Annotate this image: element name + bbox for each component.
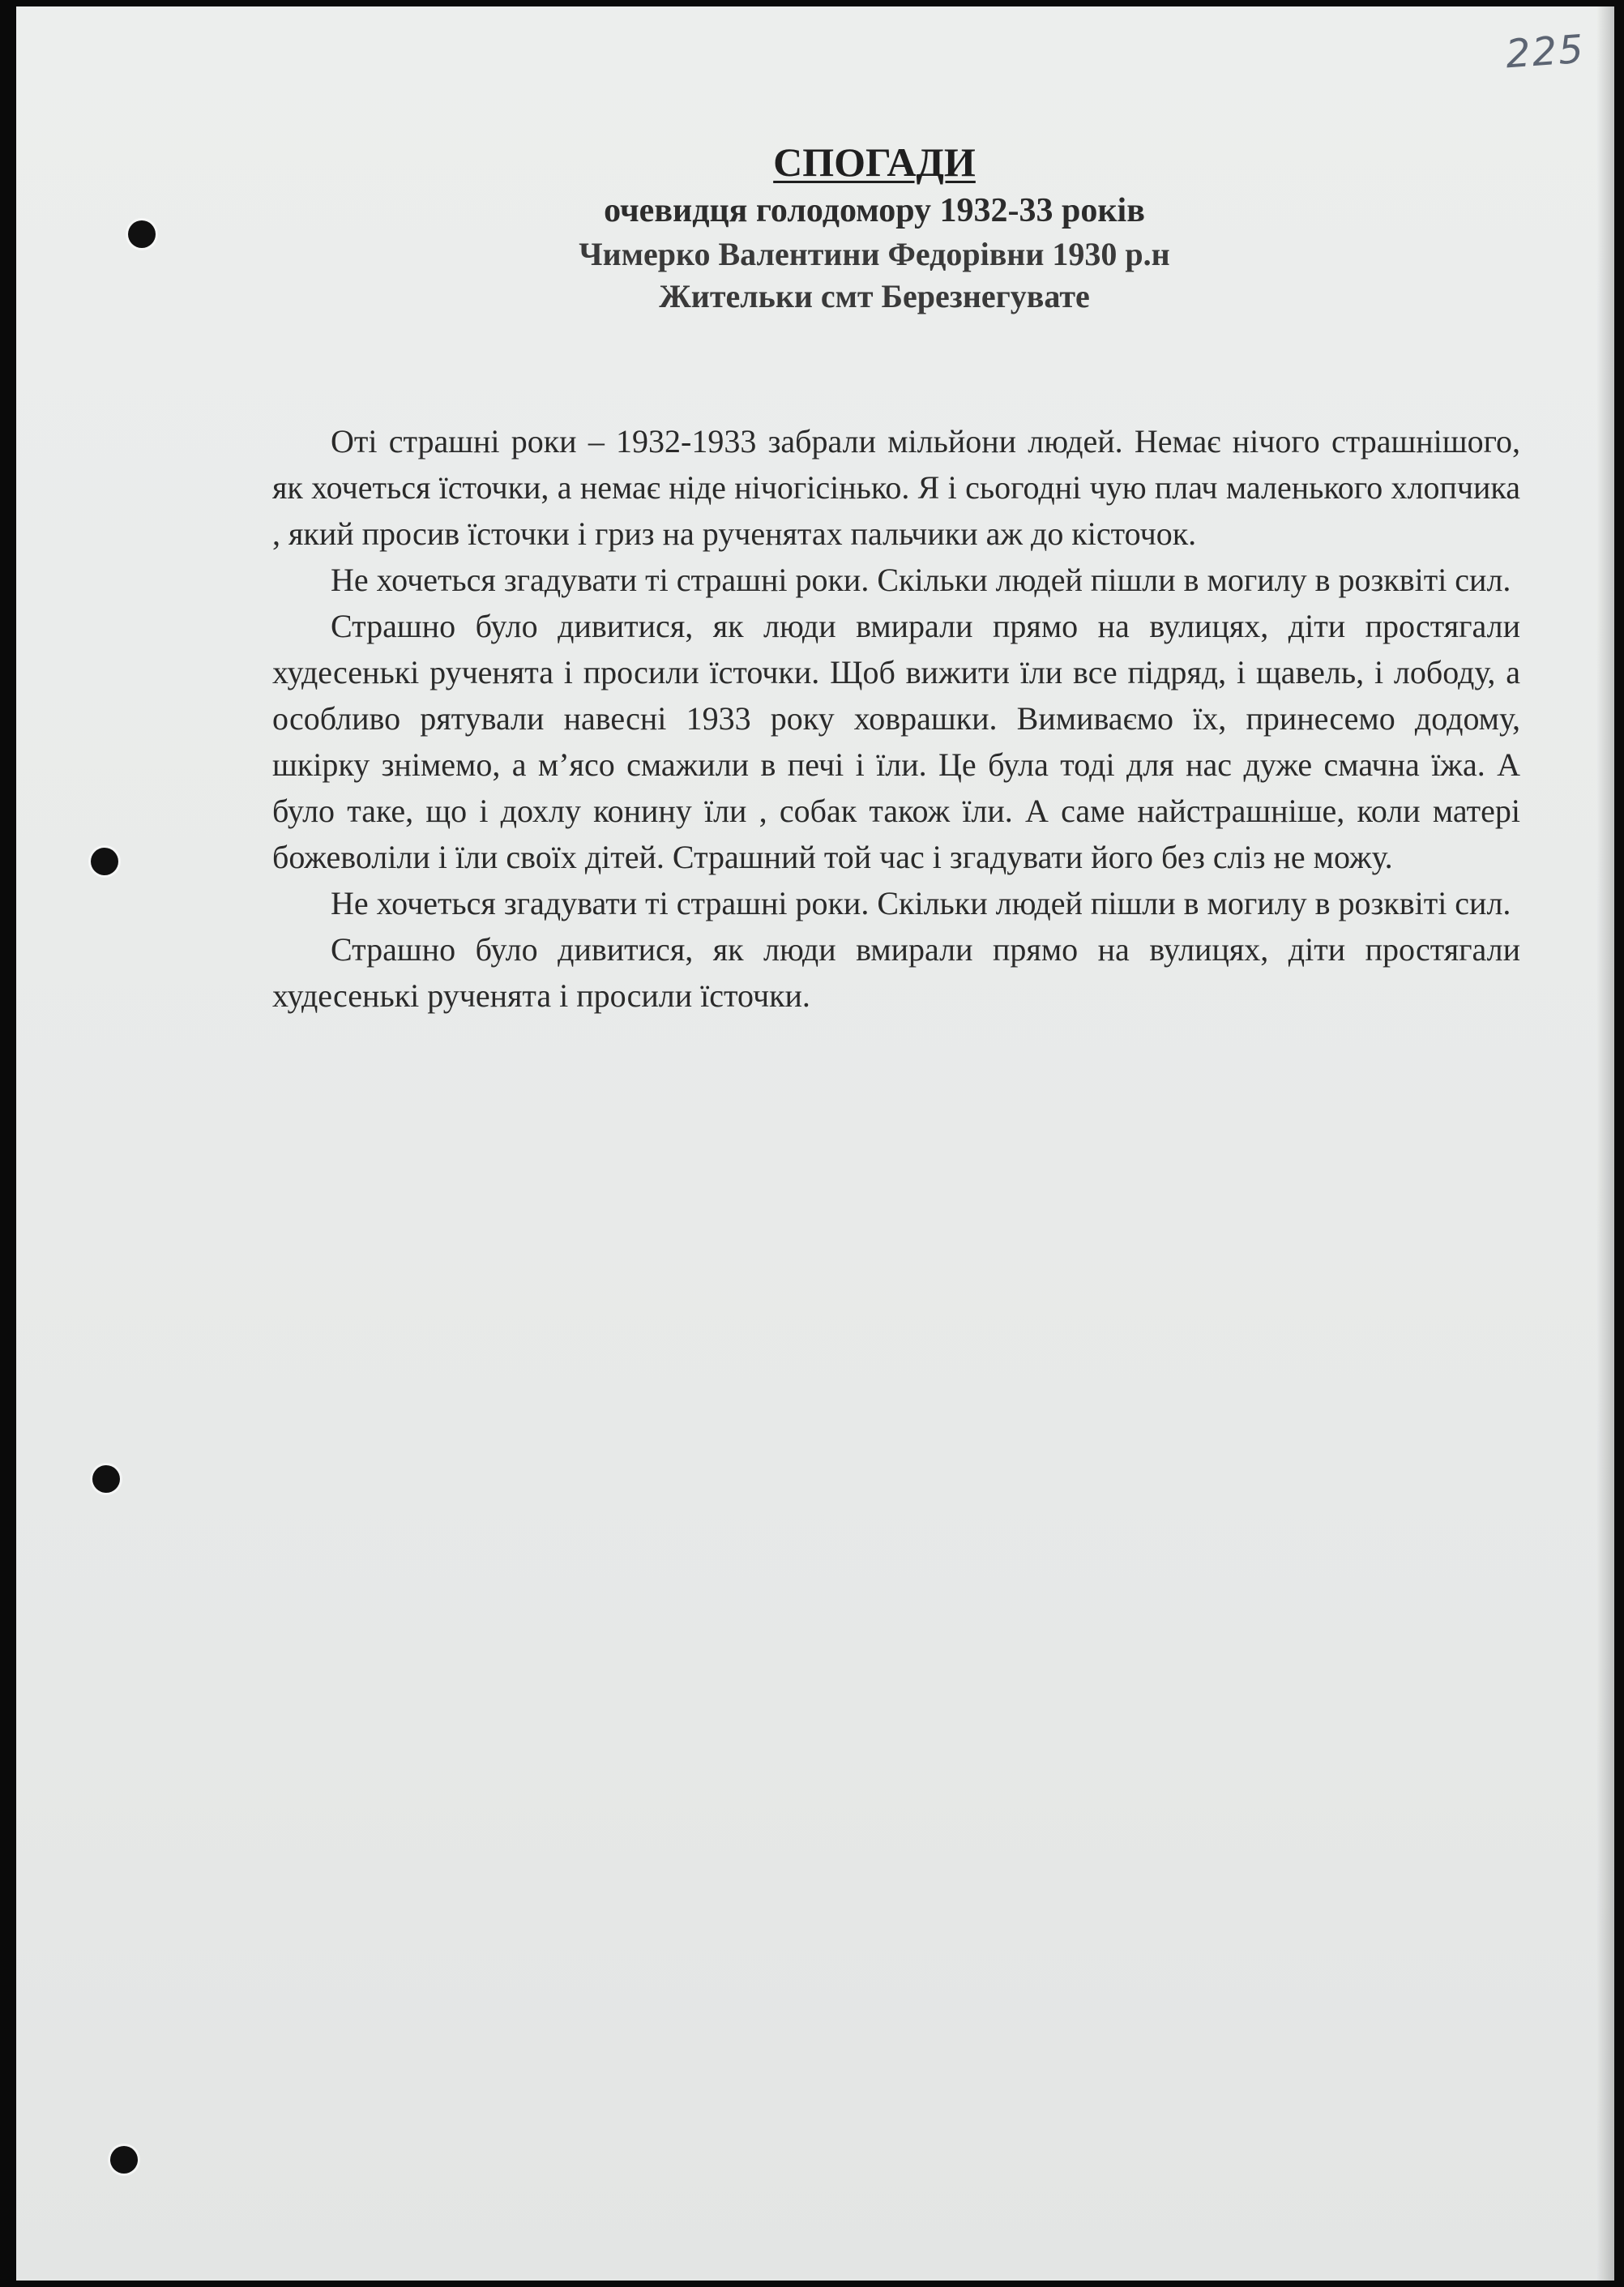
paragraph: Оті страшні роки – 1932-1933 забрали мільйони людей. Немає нічого страшнішого, як хочеться їсточки, а немає ніде нічогісінько. Я і сьогодні чую плач маленького хлопчика , який просив їсточки і гриз на рученятах пальчики аж до кісточок. — [272, 423, 1520, 552]
paragraph: Страшно було дивитися, як люди вмирали прямо на вулицях, діти простягали худесенькі рученята і просили їсточки. — [272, 931, 1520, 1014]
punch-hole — [110, 2146, 138, 2174]
punch-hole — [91, 848, 118, 875]
document-subtitle: очевидця голодомору 1932-33 років — [604, 192, 1145, 229]
document-page — [16, 6, 1614, 2281]
page-edge-shadow — [1596, 6, 1614, 2281]
residence-line: Жительки смт Березнегувате — [659, 278, 1090, 314]
punch-hole — [92, 1465, 120, 1493]
handwritten-page-number: 225 — [1504, 26, 1587, 78]
document-body — [272, 418, 1520, 1019]
paragraph: Не хочеться згадувати ті страшні роки. Скільки людей пішли в могилу в розквіті сил. — [331, 885, 1511, 921]
author-line: Чимерко Валентини Федорівни 1930 р.н — [579, 236, 1170, 272]
paragraph: Не хочеться згадувати ті страшні роки. Скільки людей пішли в могилу в розквіті сил. — [331, 562, 1511, 598]
document-header — [16, 136, 1624, 318]
document-title: СПОГАДИ — [773, 139, 976, 185]
paragraph: Страшно було дивитися, як люди вмирали прямо на вулицях, діти простягали худесенькі рученята і просили їсточки. Щоб вижити їли все підряд, і щавель, і лободу, а особливо рятували навесні 1933 року ховрашки. Вимиваємо їх, принесемо додому, шкірку знімемо, а м’ясо смажили в печі і їли. Це була тоді для нас дуже смачна їжа. А було таке, що і дохлу конину їли , собак також їли. А саме найстрашніше, коли матері божеволіли і їли своїх дітей. Страшний той час і згадувати його без сліз не можу. — [272, 608, 1520, 875]
